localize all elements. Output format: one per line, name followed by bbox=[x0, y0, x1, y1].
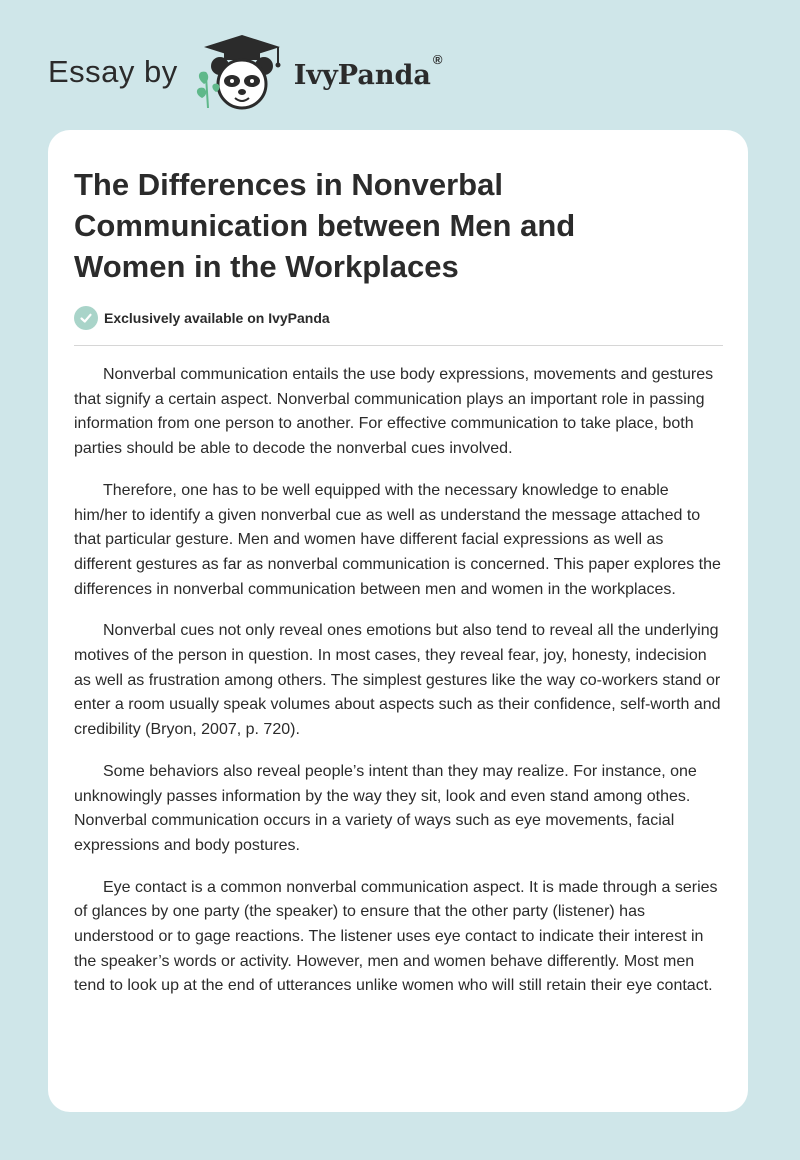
brand-logo[interactable] bbox=[48, 32, 442, 112]
paragraph: Therefore, one has to be well equipped with the necessary knowledge to enable him/her to identify a given nonverbal cue as well as understand the message attached to that particular gesture. Men and women have different facial expressions as well as different gestures as far as nonverbal communication is concerned. This paper explores the differences in nonverbal communication between men and women in the workplaces. bbox=[74, 481, 721, 598]
availability-text: Exclusively available on IvyPanda bbox=[104, 310, 330, 326]
availability-badge bbox=[74, 306, 330, 330]
essay-card bbox=[48, 130, 748, 1112]
essay-body bbox=[74, 363, 724, 1016]
brand-prefix: Essay by bbox=[48, 54, 178, 89]
check-circle-icon bbox=[74, 306, 98, 330]
paragraph: Nonverbal communication entails the use body expressions, movements and gestures that signify a certain aspect. Nonverbal communication plays an important role in passing information from one person to another. For effective communication to take place, both parties should be able to decode the nonverbal cues involved. bbox=[74, 366, 714, 458]
paragraph: Eye contact is a common nonverbal communication aspect. It is made through a series of glances by one party (the speaker) to ensure that the other party (listener) has understood or to gage reactions. The listener uses eye contact to indicate their interest in the speaker’s words or activity. However, men and women behave differently. Most men tend to look up at the end of utterances unlike women who will still retain their eye contact. bbox=[74, 878, 718, 995]
panda-graduation-cap-icon bbox=[194, 32, 286, 112]
registered-mark: ® bbox=[432, 51, 443, 67]
divider bbox=[74, 345, 723, 346]
paragraph: Some behaviors also reveal people’s intent than they may realize. For instance, one unknowingly passes information by the way they sit, look and even stand among othes. Nonverbal communication occurs in a variety of ways such as eye movements, facial expressions and body postures. bbox=[74, 762, 697, 854]
essay-title: The Differences in Nonverbal Communication between Men and Women in the Workplaces bbox=[74, 167, 576, 284]
brand-name: IvyPanda® bbox=[293, 51, 443, 91]
paragraph: Nonverbal cues not only reveal ones emotions but also tend to reveal all the underlying motives of the person in question. In most cases, they reveal fear, joy, honesty, indecision as well as frustration among others. The simplest gestures like the way co-workers stand or enter a room usually speak volumes about aspects such as their confidence, self-worth and credibility (Bryon, 2007, p. 720). bbox=[74, 622, 721, 739]
